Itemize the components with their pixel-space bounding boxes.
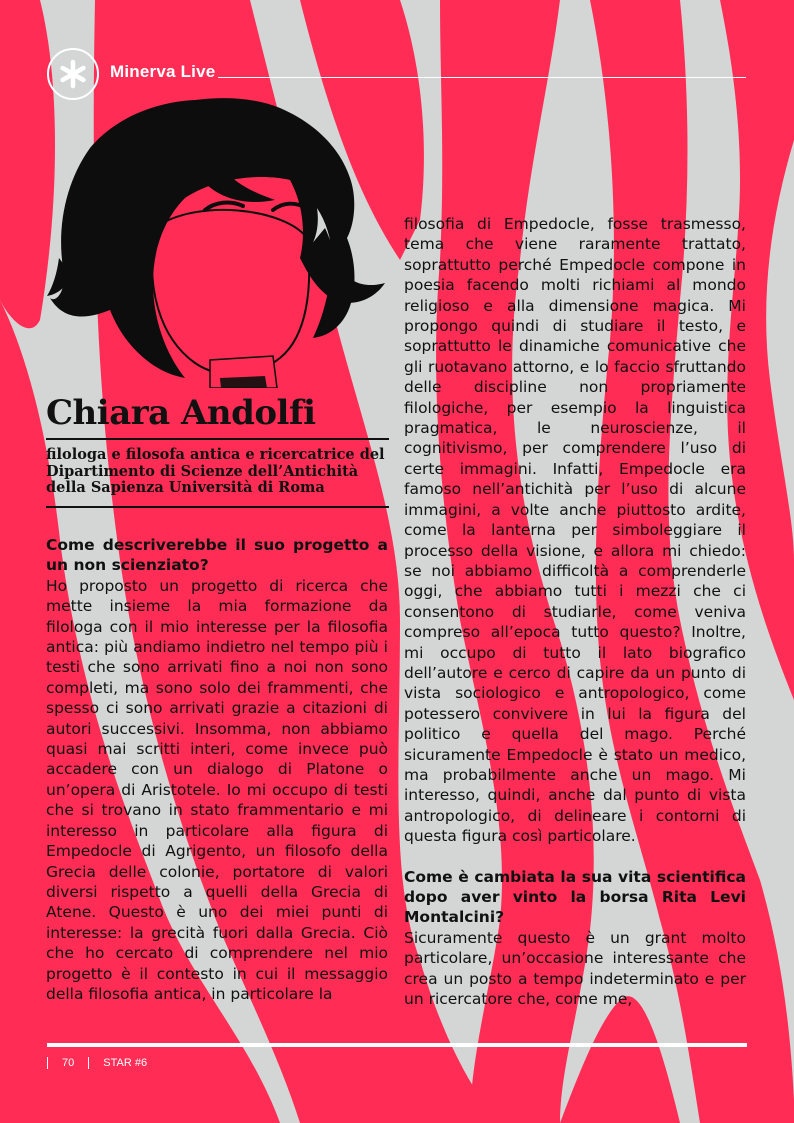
right-column <box>404 214 746 1009</box>
page-number: 70 <box>62 1057 75 1069</box>
question-1: Come descriverebbe il suo progetto a un non scienziato? <box>46 536 388 575</box>
footer-rule <box>47 1043 747 1047</box>
question-2: Come è cambiata la sua vita scientifica dopo aver vinto la borsa Rita Levi Montalcini? <box>404 867 746 927</box>
page-footer <box>47 1057 147 1069</box>
paragraph-gap <box>404 847 746 867</box>
person-name: Chiara Andolfi <box>46 393 316 433</box>
footer-divider <box>88 1057 89 1069</box>
answer-1-part-2: filosofia di Empedocle, fosse trasmesso, tema che viene raramente trattato, soprattutto perché Empedocle compone in poesia facendo molti richiami al mondo religioso e alla dimensione magica. Mi propongo quindi di studiare il testo, e soprattutto le dinamiche comunicative che gli ruotavano attorno, e lo faccio sfruttando delle discipline non propriamente filologiche, per esempio la linguistica pragmatica, le neuroscienze, il cognitivismo, per comprendere l’uso di certe immagini. Infatti, Empedocle era famoso nell’antichità per l’uso di alcune immagini, a volte anche piuttosto ardite, come la lanterna per simboleggiare il processo della visione, e allora mi chiedo: se noi abbiamo difficoltà a comprenderle oggi, che abbiamo tutti i mezzi che ci consentono di studiarle, come veniva compreso all’epoca tutto questo? Inoltre, mi occupo di tutto il lato biografico dell’autore e cerco di capire da un punto di vista sociologico e antropologico, come potessero convivere in lui la figura del politico e quella del mago. Perché sicuramente Empedocle è stato un medico, ma probabilmente anche un mago. Mi interesso, quindi, anche dal punto di vista antropologico, di delineare i contorni di questa figura così particolare. <box>404 215 746 846</box>
portrait-illustration <box>45 88 390 388</box>
heading-rule-top <box>46 438 389 440</box>
footer-divider <box>47 1057 48 1069</box>
masthead-rule <box>218 77 746 78</box>
magazine-issue: STAR #6 <box>103 1057 148 1069</box>
section-title: Minerva Live <box>110 62 216 81</box>
answer-1-part-1: Ho proposto un progetto di ricerca che mette insieme la mia formazione da filologa con il mio interesse per la filosofia antica: più andiamo indietro nel tempo più i testi che sono arrivati fino a noi non sono completi, ma sono solo dei frammenti, che spesso ci sono arrivati grazie a citazioni di autori successivi. Insomma, non abbiamo quasi mai scritti interi, come invece può accadere con un dialogo di Platone o un’opera di Aristotele. Io mi occupo di testi che si trovano in stato frammentario e mi interesso in particolare alla figura di Empedocle di Agrigento, un filosofo della Grecia delle colonie, portatore di valori diversi rispetto a quelli della Grecia di Atene. Questo è uno dei miei punti di interesse: la grecità fuori dalla Grecia. Ciò che ho cercato di comprendere nel mio progetto è il contesto in cui il messaggio della filosofia antica, in particolare la <box>46 576 388 1003</box>
left-column <box>46 535 388 1004</box>
heading-rule-bottom <box>46 506 389 508</box>
answer-2: Sicuramente questo è un grant molto particolare, un’occasione interessante che crea un posto a tempo indeterminato e per un ricercatore che, come me, <box>404 928 746 1009</box>
person-affiliation: filologa e filosofa antica e ricercatrice del Dipartimento di Scienze dell’Antichità della Sapienza Università di Roma <box>46 446 385 496</box>
asterisk-icon <box>58 59 88 89</box>
